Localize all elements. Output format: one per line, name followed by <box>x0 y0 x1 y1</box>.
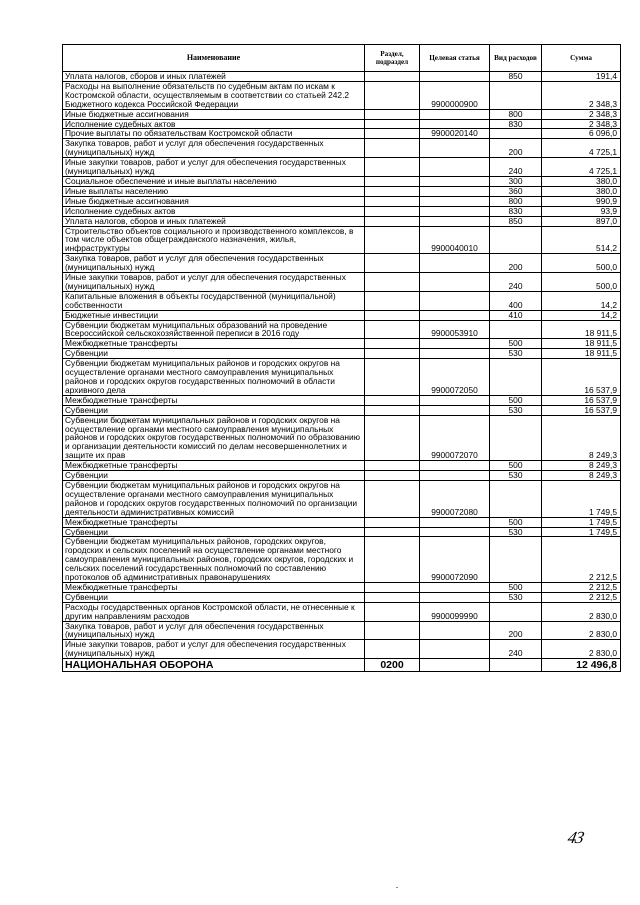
cell-section <box>365 81 420 109</box>
cell-section <box>365 527 420 537</box>
cell-section <box>365 186 420 196</box>
cell-section <box>365 415 420 461</box>
cell-sum: 8 249,3 <box>542 461 621 471</box>
cell-section <box>365 471 420 481</box>
cell-name: Расходы на выполнение обязательств по судебным актам по искам к Костромской области, осуществляемым в соответствии со статьей 242.2 Бюджетного кодекса Российской Федерации <box>63 81 365 109</box>
cell-name: Расходы государственных органов Костромской области, не отнесенные к другим направлениям расходов <box>63 602 365 621</box>
cell-section <box>365 320 420 339</box>
cell-section <box>365 339 420 349</box>
cell-target <box>420 395 490 405</box>
cell-target <box>420 291 490 310</box>
table-row <box>63 291 621 310</box>
table-row <box>63 517 621 527</box>
table-row <box>63 395 621 405</box>
cell-name: Строительство объектов социального и производственного комплексов, в том числе объектов общегражданского назначения, жилья, инфраструктуры <box>63 226 365 254</box>
cell-target <box>420 196 490 206</box>
cell-sum: 16 537,9 <box>542 359 621 396</box>
cell-sum: 2 348,3 <box>542 81 621 109</box>
cell-section <box>365 119 420 129</box>
cell-target: 9900040010 <box>420 226 490 254</box>
cell-sum: 191,4 <box>542 72 621 82</box>
cell-section <box>365 196 420 206</box>
cell-kind: 830 <box>490 119 542 129</box>
cell-sum: 380,0 <box>542 186 621 196</box>
cell-section <box>365 349 420 359</box>
cell-sum: 8 249,3 <box>542 415 621 461</box>
cell-section <box>365 359 420 396</box>
cell-kind: 200 <box>490 621 542 640</box>
cell-sum: 4 725,1 <box>542 139 621 158</box>
cell-sum: 514,2 <box>542 226 621 254</box>
cell-section <box>365 592 420 602</box>
cell-name: НАЦИОНАЛЬНАЯ ОБОРОНА <box>63 659 365 672</box>
cell-target <box>420 158 490 177</box>
cell-target: 9900072080 <box>420 480 490 517</box>
cell-name: Закупка товаров, работ и услуг для обеспечения государственных (муниципальных) нужд <box>63 254 365 273</box>
cell-name: Межбюджетные трансферты <box>63 461 365 471</box>
table-row <box>63 461 621 471</box>
table-row <box>63 480 621 517</box>
cell-name: Субвенции <box>63 527 365 537</box>
cell-target <box>420 405 490 415</box>
cell-name: Субвенции бюджетам муниципальных районов, городских округов, городских и сельских поселений на осуществление органами местного самоуправления муниципальных районов, городских округов, городских и сельских поселений государственных полномочий по составлению протоколов об административных правонарушениях <box>63 537 365 583</box>
table-row <box>63 176 621 186</box>
cell-section <box>365 129 420 139</box>
cell-kind: 500 <box>490 582 542 592</box>
cell-section <box>365 291 420 310</box>
cell-kind <box>490 415 542 461</box>
cell-kind: 850 <box>490 72 542 82</box>
header-kind: Вид расходов <box>490 45 542 72</box>
table-row <box>63 405 621 415</box>
table-row <box>63 621 621 640</box>
cell-sum: 4 725,1 <box>542 158 621 177</box>
cell-kind: 800 <box>490 109 542 119</box>
cell-section <box>365 405 420 415</box>
cell-sum: 14,2 <box>542 310 621 320</box>
table-row <box>63 206 621 216</box>
cell-sum: 1 749,5 <box>542 480 621 517</box>
table-row <box>63 415 621 461</box>
cell-target <box>420 527 490 537</box>
scan-speck <box>396 887 398 888</box>
cell-kind <box>490 320 542 339</box>
cell-name: Уплата налогов, сборов и иных платежей <box>63 72 365 82</box>
header-target: Целевая статья <box>420 45 490 72</box>
cell-name: Субвенции <box>63 592 365 602</box>
cell-sum: 16 537,9 <box>542 395 621 405</box>
table-row <box>63 196 621 206</box>
cell-sum: 18 911,5 <box>542 349 621 359</box>
cell-kind: 400 <box>490 291 542 310</box>
cell-kind <box>490 480 542 517</box>
table-row <box>63 72 621 82</box>
cell-target <box>420 621 490 640</box>
cell-kind <box>490 226 542 254</box>
cell-kind: 500 <box>490 461 542 471</box>
cell-kind: 360 <box>490 186 542 196</box>
cell-kind: 200 <box>490 254 542 273</box>
table-body <box>63 72 621 672</box>
cell-name: Иные бюджетные ассигнования <box>63 196 365 206</box>
cell-target <box>420 206 490 216</box>
table-row <box>63 537 621 583</box>
cell-kind <box>490 81 542 109</box>
cell-sum: 500,0 <box>542 273 621 292</box>
table-row <box>63 582 621 592</box>
cell-name: Уплата налогов, сборов и иных платежей <box>63 216 365 226</box>
cell-target <box>420 254 490 273</box>
cell-kind: 240 <box>490 273 542 292</box>
cell-kind <box>490 537 542 583</box>
cell-name: Межбюджетные трансферты <box>63 395 365 405</box>
table-row <box>63 592 621 602</box>
cell-section <box>365 640 420 659</box>
cell-section <box>365 537 420 583</box>
cell-target: 9900072090 <box>420 537 490 583</box>
cell-kind: 410 <box>490 310 542 320</box>
cell-name: Прочие выплаты по обязательствам Костромской области <box>63 129 365 139</box>
cell-sum: 8 249,3 <box>542 471 621 481</box>
table-row <box>63 527 621 537</box>
cell-section <box>365 158 420 177</box>
cell-sum: 2 348,3 <box>542 109 621 119</box>
cell-sum: 1 749,5 <box>542 527 621 537</box>
cell-target <box>420 186 490 196</box>
cell-section <box>365 109 420 119</box>
cell-section: 0200 <box>365 659 420 672</box>
table-row <box>63 129 621 139</box>
cell-target: 9900099990 <box>420 602 490 621</box>
cell-kind <box>490 659 542 672</box>
cell-name: Субвенции бюджетам муниципальных районов и городских округов на осуществление органами местного самоуправления муниципальных районов и городских округов государственных полномочий в области архивного дела <box>63 359 365 396</box>
cell-kind: 830 <box>490 206 542 216</box>
cell-section <box>365 254 420 273</box>
cell-section <box>365 621 420 640</box>
table-row <box>63 186 621 196</box>
cell-kind: 530 <box>490 405 542 415</box>
cell-section <box>365 226 420 254</box>
table-row <box>63 640 621 659</box>
cell-sum: 2 348,3 <box>542 119 621 129</box>
cell-sum: 897,0 <box>542 216 621 226</box>
table-row <box>63 109 621 119</box>
table-header-row <box>63 45 621 72</box>
cell-section <box>365 480 420 517</box>
cell-kind <box>490 129 542 139</box>
cell-name: Капитальные вложения в объекты государственной (муниципальной) собственности <box>63 291 365 310</box>
cell-name: Межбюджетные трансферты <box>63 582 365 592</box>
cell-name: Исполнение судебных актов <box>63 119 365 129</box>
cell-kind: 530 <box>490 349 542 359</box>
table-row <box>63 310 621 320</box>
cell-sum: 93,9 <box>542 206 621 216</box>
table-row <box>63 139 621 158</box>
cell-sum: 2 212,5 <box>542 582 621 592</box>
cell-section <box>365 461 420 471</box>
table-row <box>63 273 621 292</box>
cell-sum: 2 830,0 <box>542 640 621 659</box>
page-number: 43 <box>566 828 586 847</box>
cell-sum: 2 830,0 <box>542 602 621 621</box>
cell-kind: 850 <box>490 216 542 226</box>
header-section: Раздел, подраздел <box>365 45 420 72</box>
cell-target <box>420 176 490 186</box>
cell-sum: 14,2 <box>542 291 621 310</box>
table-row <box>63 471 621 481</box>
cell-name: Иные бюджетные ассигнования <box>63 109 365 119</box>
table-row <box>63 216 621 226</box>
cell-name: Иные закупки товаров, работ и услуг для обеспечения государственных (муниципальных) нужд <box>63 273 365 292</box>
cell-kind: 500 <box>490 339 542 349</box>
cell-target <box>420 339 490 349</box>
cell-kind: 800 <box>490 196 542 206</box>
cell-section <box>365 206 420 216</box>
cell-target <box>420 582 490 592</box>
cell-sum: 12 496,8 <box>542 659 621 672</box>
cell-sum: 6 096,0 <box>542 129 621 139</box>
cell-section <box>365 273 420 292</box>
cell-name: Иные выплаты населению <box>63 186 365 196</box>
cell-kind: 530 <box>490 527 542 537</box>
cell-name: Закупка товаров, работ и услуг для обеспечения государственных (муниципальных) нужд <box>63 621 365 640</box>
cell-target <box>420 119 490 129</box>
cell-section <box>365 395 420 405</box>
cell-target: 9900072050 <box>420 359 490 396</box>
table-row <box>63 158 621 177</box>
cell-name: Межбюджетные трансферты <box>63 339 365 349</box>
cell-target: 9900020140 <box>420 129 490 139</box>
table-row <box>63 359 621 396</box>
cell-kind: 500 <box>490 395 542 405</box>
cell-target: 9900000900 <box>420 81 490 109</box>
cell-sum: 18 911,5 <box>542 320 621 339</box>
cell-target <box>420 471 490 481</box>
cell-name: Закупка товаров, работ и услуг для обеспечения государственных (муниципальных) нужд <box>63 139 365 158</box>
cell-name: Бюджетные инвестиции <box>63 310 365 320</box>
cell-name: Иные закупки товаров, работ и услуг для обеспечения государственных (муниципальных) нужд <box>63 158 365 177</box>
cell-sum: 1 749,5 <box>542 517 621 527</box>
table-row <box>63 349 621 359</box>
cell-kind: 240 <box>490 640 542 659</box>
cell-kind <box>490 602 542 621</box>
total-row <box>63 659 621 672</box>
table-row <box>63 226 621 254</box>
cell-name: Субвенции <box>63 349 365 359</box>
cell-kind: 240 <box>490 158 542 177</box>
cell-target <box>420 517 490 527</box>
cell-kind: 300 <box>490 176 542 186</box>
cell-target <box>420 216 490 226</box>
cell-kind: 530 <box>490 592 542 602</box>
cell-kind: 200 <box>490 139 542 158</box>
cell-sum: 2 212,5 <box>542 592 621 602</box>
cell-target <box>420 109 490 119</box>
table-row <box>63 81 621 109</box>
cell-kind: 500 <box>490 517 542 527</box>
cell-target <box>420 659 490 672</box>
table-row <box>63 254 621 273</box>
cell-target <box>420 640 490 659</box>
cell-kind: 530 <box>490 471 542 481</box>
cell-section <box>365 517 420 527</box>
cell-target <box>420 310 490 320</box>
cell-section <box>365 602 420 621</box>
cell-section <box>365 216 420 226</box>
cell-target <box>420 72 490 82</box>
cell-section <box>365 176 420 186</box>
cell-target: 9900072070 <box>420 415 490 461</box>
cell-sum: 500,0 <box>542 254 621 273</box>
cell-section <box>365 139 420 158</box>
cell-section <box>365 582 420 592</box>
cell-name: Субвенции <box>63 471 365 481</box>
cell-name: Социальное обеспечение и иные выплаты населению <box>63 176 365 186</box>
cell-target <box>420 273 490 292</box>
cell-section <box>365 72 420 82</box>
cell-name: Субвенции бюджетам муниципальных районов и городских округов на осуществление органами местного самоуправления муниципальных районов и городских округов государственных полномочий по организации деятельности административных комиссий <box>63 480 365 517</box>
cell-sum: 16 537,9 <box>542 405 621 415</box>
cell-target <box>420 349 490 359</box>
budget-table <box>62 44 621 672</box>
cell-name: Межбюджетные трансферты <box>63 517 365 527</box>
header-sum: Сумма <box>542 45 621 72</box>
table-row <box>63 339 621 349</box>
cell-sum: 2 212,5 <box>542 537 621 583</box>
cell-name: Исполнение судебных актов <box>63 206 365 216</box>
table-row <box>63 602 621 621</box>
header-name: Наименование <box>63 45 365 72</box>
table-row <box>63 119 621 129</box>
cell-kind <box>490 359 542 396</box>
cell-sum: 2 830,0 <box>542 621 621 640</box>
cell-sum: 18 911,5 <box>542 339 621 349</box>
cell-sum: 380,0 <box>542 176 621 186</box>
cell-section <box>365 310 420 320</box>
cell-name: Субвенции <box>63 405 365 415</box>
cell-sum: 990,9 <box>542 196 621 206</box>
cell-target <box>420 461 490 471</box>
cell-target: 9900053910 <box>420 320 490 339</box>
cell-name: Субвенции бюджетам муниципальных районов и городских округов на осуществление органами местного самоуправления муниципальных районов и городских округов государственных полномочий по образованию и организации деятельности комиссий по делам несовершеннолетних и защите их прав <box>63 415 365 461</box>
cell-target <box>420 139 490 158</box>
cell-name: Субвенции бюджетам муниципальных образований на проведение Всероссийской сельскохозяйственной переписи в 2016 году <box>63 320 365 339</box>
table-row <box>63 320 621 339</box>
cell-name: Иные закупки товаров, работ и услуг для обеспечения государственных (муниципальных) нужд <box>63 640 365 659</box>
cell-target <box>420 592 490 602</box>
